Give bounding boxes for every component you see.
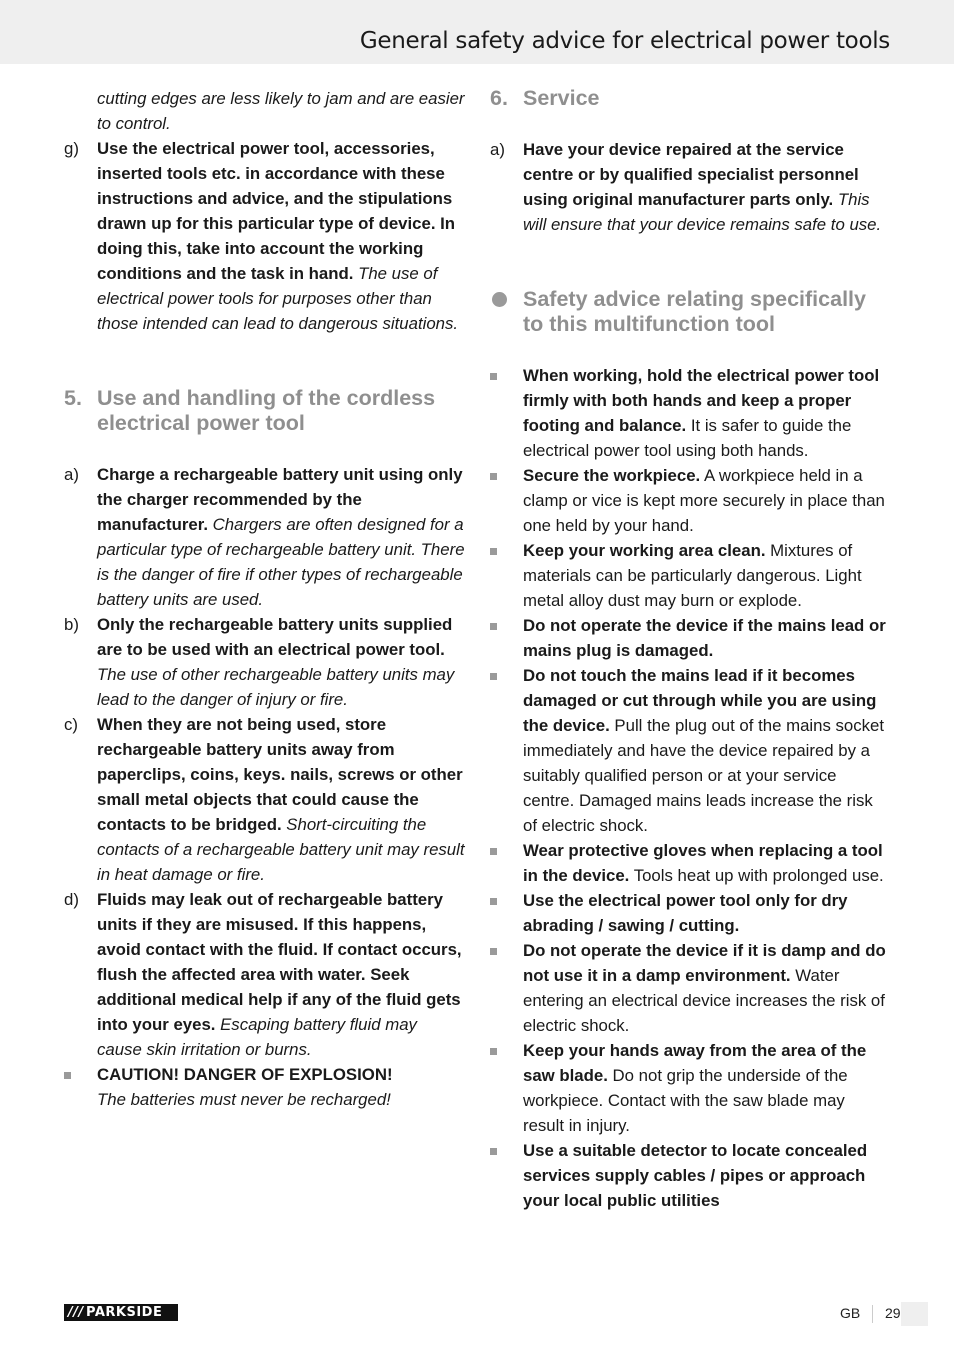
- item-bold-text: Have your device repaired at the service centre or by qualified specialist personnel using original manufacturer parts only.: [523, 140, 859, 209]
- section-title: Service: [523, 86, 600, 110]
- item-italic-text: Short-circuiting the contacts of a rechargeable battery unit may result in heat damage or fire.: [97, 815, 465, 884]
- caution-item: [64, 1062, 466, 1112]
- section-6-heading: [490, 86, 890, 111]
- logo-text: PARKSIDE: [86, 1305, 163, 1320]
- bullet-square-icon: [490, 848, 497, 855]
- bullet-square-icon: [490, 623, 497, 630]
- safety-bullet-item: [490, 363, 890, 463]
- bullet-text: A workpiece held in a clamp or vice is kept more securely in place than one held by your hand.: [523, 466, 885, 535]
- footer-divider: [872, 1305, 873, 1323]
- bullet-bold-text: Use a suitable detector to locate concealed services supply cables / pipes or approach your local public utilities: [523, 1141, 868, 1210]
- bullet-square-icon: [64, 1072, 71, 1079]
- item-bold-text: Only the rechargeable battery units supplied are to be used with an electrical power tool.: [97, 615, 453, 659]
- safety-bullet-item: [490, 1138, 890, 1213]
- parkside-logo: [64, 1304, 178, 1321]
- list-item-d: [64, 887, 466, 1062]
- left-column: [64, 86, 466, 1112]
- safety-bullet-item: [490, 663, 890, 838]
- safety-bullet-list: [490, 363, 890, 1213]
- safety-heading-text: Safety advice relating specifically to this multifunction tool: [523, 287, 866, 336]
- footer-tab: [901, 1302, 928, 1326]
- bullet-square-icon: [490, 948, 497, 955]
- item-bold-text: When they are not being used, store rechargeable battery units away from paperclips, coins, keys. nails, screws or other small metal objects that could cause the contacts to be bridged.: [97, 715, 463, 834]
- bullet-bold-text: Keep your working area clean.: [523, 541, 766, 560]
- item-bold-text: Fluids may leak out of rechargeable battery units if they are misused. If this happens, avoid contact with the fluid. If contact occurs, flush the affected area with water. Seek additional medical help if any of the fluid gets into your eyes.: [97, 890, 462, 1034]
- bullet-text: Mixtures of materials can be particularly dangerous. Light metal alloy dust may burn or explode.: [523, 541, 862, 610]
- bullet-bold-text: Do not operate the device if it is damp and do not use it in a damp environment.: [523, 941, 886, 985]
- list-item-a: [64, 462, 466, 612]
- safety-bullet-item: [490, 538, 890, 613]
- list-item-b: [64, 612, 466, 712]
- item-italic-text: This will ensure that your device remains safe to use.: [523, 190, 882, 234]
- bullet-bold-text: Wear protective gloves when replacing a tool in the device.: [523, 841, 883, 885]
- bullet-square-icon: [490, 373, 497, 380]
- continued-text: cutting edges are less likely to jam and are easier to control.: [97, 89, 465, 133]
- bullet-text: Do not grip the underside of the workpiece. Contact with the saw blade may result in injury.: [523, 1066, 848, 1135]
- bullet-bold-text: Do not operate the device if the mains lead or mains plug is damaged.: [523, 616, 886, 660]
- item-italic-text: Escaping battery fluid may cause skin irritation or burns.: [97, 1015, 417, 1059]
- item-italic-text: The use of other rechargeable battery units may lead to the danger of injury or fire.: [97, 665, 455, 709]
- bullet-square-icon: [490, 898, 497, 905]
- item-bold-text: Use the electrical power tool, accessories, inserted tools etc. in accordance with these instructions and advice, and the stipulations drawn up for this particular type of device. In doing this, take into account the working conditions and the task in hand.: [97, 139, 456, 283]
- page-footer: [840, 1305, 901, 1323]
- item-marker: b): [64, 615, 79, 634]
- safety-heading: [490, 287, 890, 337]
- bullet-square-icon: [490, 1048, 497, 1055]
- logo-stripes-icon: ///: [68, 1305, 84, 1320]
- safety-bullet-item: [490, 888, 890, 938]
- section-number: 5.: [64, 386, 82, 410]
- bullet-text: It is safer to guide the electrical power tool using both hands.: [523, 416, 852, 460]
- language-code: GB: [840, 1305, 861, 1321]
- bullet-bold-text: Keep your hands away from the area of the saw blade.: [523, 1041, 867, 1085]
- bullet-bold-text: Use the electrical power tool only for dry abrading / sawing / cutting.: [523, 891, 848, 935]
- item-italic-text: Chargers are often designed for a particular type of rechargeable battery unit. There is the danger of fire if other types of rechargeable battery units are used.: [97, 515, 465, 609]
- bullet-text: Water entering an electrical device increases the risk of electric shock.: [523, 966, 885, 1035]
- item-marker: a): [490, 140, 505, 159]
- list-item-g: [64, 136, 466, 336]
- item-marker: a): [64, 465, 79, 484]
- section-5-heading: [64, 386, 466, 436]
- bullet-text: Tools heat up with prolonged use.: [633, 866, 884, 885]
- item-bold-text: Charge a rechargeable battery unit using only the charger recommended by the manufacturer.: [97, 465, 463, 534]
- bullet-bold-text: Do not touch the mains lead if it becomes damaged or cut through while you are using the device.: [523, 666, 877, 735]
- bullet-bold-text: When working, hold the electrical power tool firmly with both hands and keep a proper footing and balance.: [523, 366, 880, 435]
- safety-bullet-item: [490, 463, 890, 538]
- bullet-square-icon: [490, 673, 497, 680]
- page-number: 29: [885, 1305, 901, 1321]
- section-number: 6.: [490, 86, 508, 110]
- right-column: [490, 86, 890, 1213]
- safety-bullet-item: [490, 613, 890, 663]
- bullet-square-icon: [490, 1148, 497, 1155]
- bullet-square-icon: [490, 473, 497, 480]
- item-marker: d): [64, 890, 79, 909]
- caution-italic-text: The batteries must never be recharged!: [97, 1090, 391, 1109]
- safety-bullet-item: [490, 1038, 890, 1138]
- bullet-circle-icon: [492, 292, 507, 307]
- item-marker: c): [64, 715, 78, 734]
- service-item-a: [490, 137, 890, 237]
- page-header: [0, 0, 954, 64]
- safety-bullet-item: [490, 938, 890, 1038]
- page-title: General safety advice for electrical power tools: [359, 28, 890, 54]
- item-italic-text: The use of electrical power tools for purposes other than those intended can lead to dangerous situations.: [97, 264, 459, 333]
- item-marker: g): [64, 139, 79, 158]
- bullet-text: Pull the plug out of the mains socket immediately and have the device repaired by a suitably qualified person or at your service centre. Damaged mains leads increase the risk of electric shock.: [523, 716, 885, 835]
- list-item-c: [64, 712, 466, 887]
- section-title: Use and handling of the cordless electrical power tool: [97, 386, 436, 435]
- caution-bold-text: CAUTION! DANGER OF EXPLOSION!: [97, 1065, 393, 1084]
- bullet-bold-text: Secure the workpiece.: [523, 466, 701, 485]
- bullet-square-icon: [490, 548, 497, 555]
- safety-bullet-item: [490, 838, 890, 888]
